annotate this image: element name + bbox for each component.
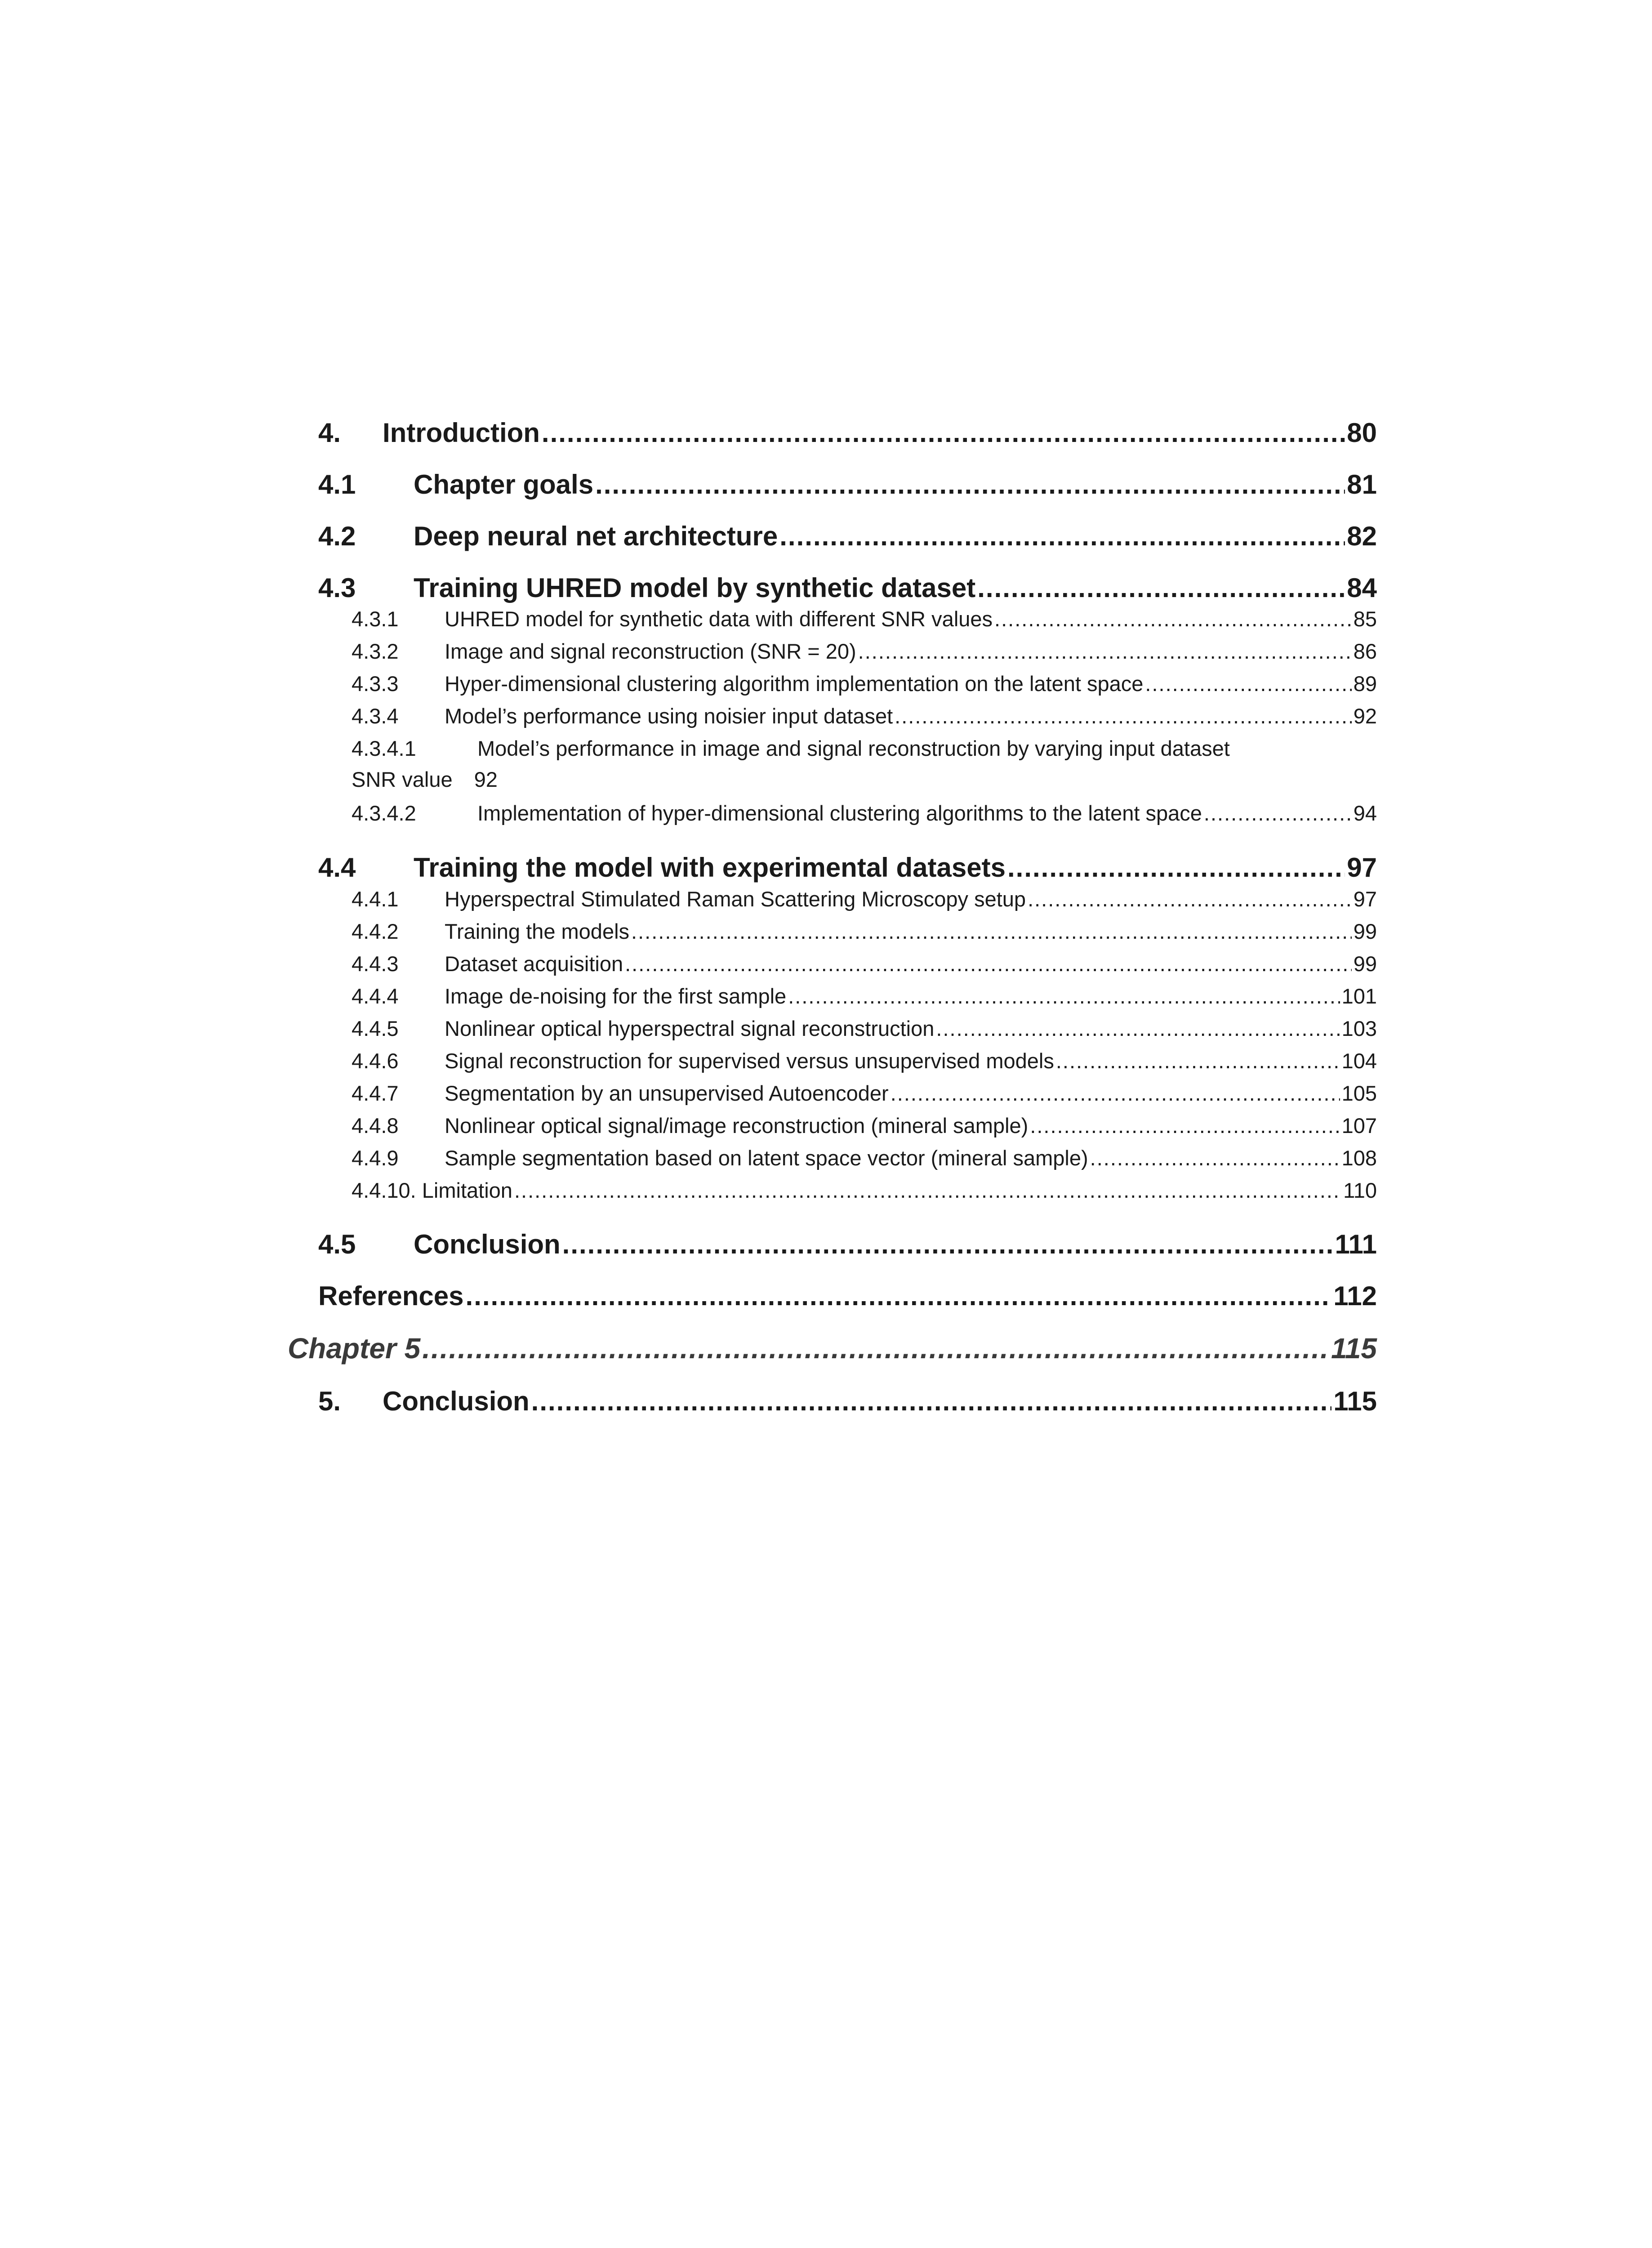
toc-entry[interactable]: [352, 887, 1377, 911]
dot-leader: [895, 704, 1352, 728]
toc-entry-page: 94: [1353, 801, 1377, 825]
toc-entry-title: Training UHRED model by synthetic dataset: [414, 573, 976, 603]
toc-entry-page: 108: [1341, 1146, 1377, 1170]
toc-entry-page: 97: [1347, 852, 1377, 883]
toc-entry-number: 4.3: [318, 573, 356, 603]
toc-entry[interactable]: [352, 704, 1377, 728]
toc-entry-title: Hyper-dimensional clustering algorithm implementation on the latent space: [445, 672, 1144, 696]
toc-entry-page: 115: [1333, 1386, 1377, 1416]
toc-entry[interactable]: [352, 1048, 1377, 1073]
dot-leader: [514, 1178, 1341, 1203]
toc-entry-page: 115: [1331, 1332, 1377, 1365]
toc-entry[interactable]: [352, 671, 1377, 696]
toc-entry-page: 89: [1353, 672, 1377, 696]
toc-entry-title: Chapter 5: [288, 1332, 421, 1365]
toc-entry[interactable]: [352, 984, 1377, 1008]
toc-entry-number: 4.3.4: [352, 704, 399, 728]
dot-leader: [542, 417, 1345, 448]
toc-entry[interactable]: [352, 1146, 1377, 1170]
toc-entry[interactable]: [352, 951, 1377, 976]
dot-leader: [625, 951, 1352, 976]
dot-leader: [1007, 852, 1345, 883]
dot-leader: [1090, 1146, 1340, 1170]
toc-entry-title: Deep neural net architecture: [414, 521, 778, 551]
toc-entry-number: 4.: [318, 418, 341, 448]
toc-entry-number: 4.2: [318, 521, 356, 551]
toc-entry-number: 4.5: [318, 1229, 356, 1259]
toc-entry-title: Image and signal reconstruction (SNR = 20): [445, 639, 856, 663]
toc-chapter-heading[interactable]: [288, 1332, 1377, 1365]
toc-entry-number: 4.3.3: [352, 672, 399, 696]
toc-entry-page: 105: [1341, 1081, 1377, 1105]
toc-entry-page: 103: [1341, 1017, 1377, 1040]
toc-entry-number: 4.4: [318, 852, 356, 883]
toc-entry[interactable]: [318, 852, 1377, 883]
toc-entry[interactable]: [318, 1280, 1377, 1311]
toc-entry-number: 4.4.4: [352, 984, 399, 1008]
toc-entry-number: 4.4.5: [352, 1017, 399, 1040]
dot-leader: [562, 1229, 1333, 1260]
toc-entry-page: 92: [1353, 704, 1377, 728]
toc-entry-title: Training the model with experimental datasets: [414, 852, 1006, 883]
dot-leader: [631, 919, 1352, 944]
toc-entry-number: 4.4.8: [352, 1114, 399, 1137]
toc-entry-title: Segmentation by an unsupervised Autoencoder: [445, 1081, 889, 1105]
toc-entry-number: 4.4.1: [352, 887, 399, 911]
toc-entry-title: Conclusion: [414, 1229, 561, 1259]
toc-entry-title: Image de-noising for the first sample: [445, 984, 787, 1008]
toc-entry[interactable]: [352, 801, 1377, 825]
dot-leader: [1056, 1048, 1340, 1073]
toc-entry-page: 112: [1333, 1281, 1377, 1311]
toc-entry-number: 4.3.4.1: [352, 736, 416, 760]
toc-entry-page: 82: [1347, 521, 1377, 551]
toc-entry-title: Dataset acquisition: [445, 952, 623, 976]
toc-entry-title: Training the models: [445, 919, 630, 943]
toc-entry-title-continuation: SNR value: [352, 767, 453, 791]
toc-entry-number: 4.4.3: [352, 952, 399, 976]
toc-entry-title: References: [318, 1281, 464, 1311]
toc-entry-title: Hyperspectral Stimulated Raman Scattering Microscopy setup: [445, 887, 1026, 911]
toc-entry[interactable]: [318, 469, 1377, 500]
toc-entry-page: 85: [1353, 607, 1377, 631]
toc-entry-number: 4.4.7: [352, 1081, 399, 1105]
toc-entry-page: 81: [1347, 469, 1377, 500]
toc-entry-title: Nonlinear optical signal/image reconstruction (mineral sample): [445, 1114, 1029, 1137]
toc-entry-number: 4.3.2: [352, 639, 399, 663]
toc-entry[interactable]: [318, 1386, 1377, 1417]
toc-entry-page: 97: [1353, 887, 1377, 911]
toc-entry-number: 4.4.2: [352, 919, 399, 943]
toc-entry-page: 104: [1341, 1049, 1377, 1073]
toc-entry[interactable]: [352, 1016, 1377, 1041]
dot-leader: [788, 984, 1340, 1008]
dot-leader: [858, 639, 1352, 664]
toc-entry-title: Implementation of hyper-dimensional clustering algorithms to the latent space: [477, 801, 1202, 825]
toc-entry-page: 99: [1353, 952, 1377, 976]
dot-leader: [936, 1016, 1340, 1041]
toc-entry[interactable]: [318, 572, 1377, 603]
toc-entry-page: 107: [1341, 1114, 1377, 1137]
toc-entry-number: 4.3.4.2: [352, 801, 416, 825]
toc-entry[interactable]: [352, 607, 1377, 631]
dot-leader: [977, 572, 1345, 603]
toc-entry-number: 4.4.9: [352, 1146, 399, 1170]
dot-leader: [595, 469, 1345, 500]
dot-leader: [1028, 887, 1352, 911]
toc-entry[interactable]: [352, 1178, 1377, 1203]
toc-entry-title: Sample segmentation based on latent space vector (mineral sample): [445, 1146, 1088, 1170]
toc-entry-title: Nonlinear optical hyperspectral signal reconstruction: [445, 1017, 935, 1040]
toc-entry-title: Signal reconstruction for supervised versus unsupervised models: [445, 1049, 1054, 1073]
toc-entry-title: Introduction: [383, 418, 540, 448]
toc-entry[interactable]: [352, 639, 1377, 664]
toc-entry-page: 101: [1341, 984, 1377, 1008]
toc-entry-number: 4.1: [318, 469, 356, 500]
toc-entry-page: 84: [1347, 573, 1377, 603]
toc-entry-page: 86: [1353, 639, 1377, 663]
dot-leader: [531, 1386, 1332, 1417]
toc-entry-title: Conclusion: [383, 1386, 530, 1416]
dot-leader: [1145, 671, 1351, 696]
dot-leader: [891, 1081, 1340, 1106]
dot-leader: [1204, 801, 1352, 825]
toc-entry[interactable]: [318, 417, 1377, 448]
toc-entry-page: 99: [1353, 919, 1377, 943]
toc-entry-title: Chapter goals: [414, 469, 594, 500]
toc-entry[interactable]: [352, 1081, 1377, 1106]
toc-entry-title: UHRED model for synthetic data with different SNR values: [445, 607, 993, 631]
toc-entry-title: Model’s performance in image and signal reconstruction by varying input dataset: [477, 736, 1230, 760]
toc-entry-page: 80: [1347, 418, 1377, 448]
toc-entry[interactable]: [352, 919, 1377, 944]
toc-entry-page: 92: [474, 767, 498, 791]
toc-entry-title: Model’s performance using noisier input dataset: [445, 704, 893, 728]
toc-entry[interactable]: [318, 521, 1377, 552]
toc-entry-page: 111: [1335, 1229, 1377, 1259]
dot-leader: [466, 1280, 1332, 1311]
toc-entry-number: 5.: [318, 1386, 341, 1416]
dot-leader: [1030, 1113, 1340, 1138]
toc-entry[interactable]: [352, 736, 1377, 792]
toc-entry-number: 4.4.6: [352, 1049, 399, 1073]
toc-entry[interactable]: [318, 1229, 1377, 1260]
dot-leader: [779, 521, 1345, 552]
dot-leader: [994, 607, 1352, 631]
dot-leader: [422, 1332, 1329, 1365]
toc-entry-title: 4.4.10. Limitation: [352, 1178, 512, 1202]
toc-entry[interactable]: [352, 1113, 1377, 1138]
toc-entry-page: 110: [1343, 1178, 1377, 1202]
toc-entry-number: 4.3.1: [352, 607, 399, 631]
